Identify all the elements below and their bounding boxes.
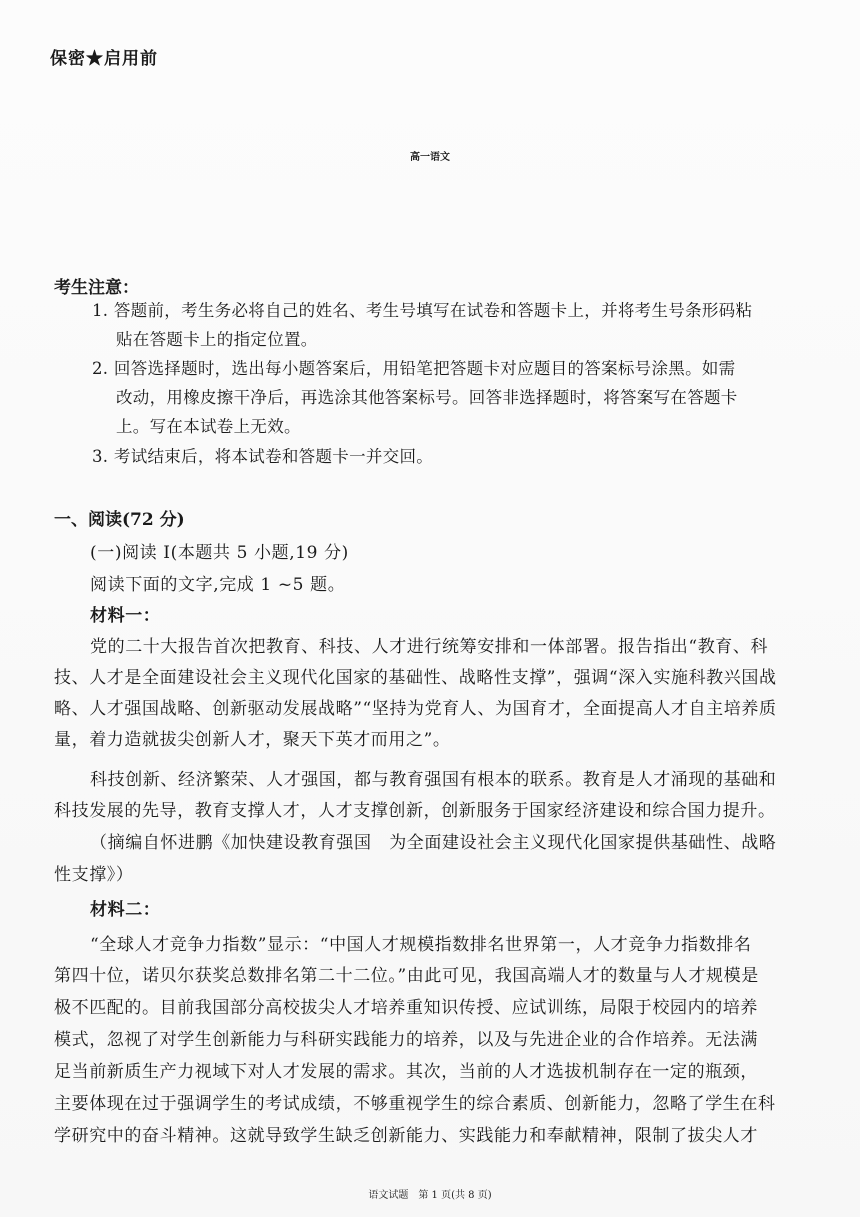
material-one-line: 技、人才是全面建设社会主义现代化国家的基础性、战略性支撑”，强调“深入实施科教兴国战	[54, 668, 777, 688]
notice-line-4: 改动，用橡皮擦干净后，再选涂其他答案标号。回答非选择题时，将答案写在答题卡	[116, 388, 738, 407]
page-title: 高一语文	[410, 152, 450, 163]
material-one-label: 材料一：	[90, 606, 161, 626]
material-two-line: 主要体现在过于强调学生的考试成绩，不够重视学生的综合素质、创新能力，忽略了学生在科	[54, 1094, 776, 1114]
notice-line-6: 3. 考试结束后，将本试卷和答题卡一并交回。	[92, 447, 434, 466]
material-one-line: 党的二十大报告首次把教育、科技、人才进行统筹安排和一体部署。报告指出“教育、科	[90, 637, 769, 657]
material-two-line: “全球人才竞争力指数”显示：“中国人才规模指数排名世界第一，人才竞争力指数排名	[90, 935, 752, 955]
material-one-line: 科技创新、经济繁荣、人才强国，都与教育强国有根本的联系。教育是人才涌现的基础和	[90, 770, 777, 790]
material-two-line: 模式，忽视了对学生创新能力与科研实践能力的培养，以及与先进企业的合作培养。无法满	[54, 1030, 758, 1050]
material-two-line: 第四十位，诺贝尔获奖总数排名第二十二位。”由此可见，我国高端人才的数量与人才规模是	[54, 966, 759, 986]
instruction-text: 阅读下面的文字,完成 1 ~5 题。	[90, 575, 346, 595]
notice-line-3: 2. 回答选择题时，选出每小题答案后，用铅笔把答题卡对应题目的答案标号涂黑。如需	[92, 359, 736, 378]
material-one-source-cont: 性支撑》）	[54, 865, 134, 885]
notice-heading: 考生注意：	[54, 278, 139, 298]
subsection-heading: (一)阅读 I(本题共 5 小题,19 分)	[90, 543, 349, 563]
material-two-line: 学研究中的奋斗精神。这就导致学生缺乏创新能力、实践能力和奉献精神，限制了拔尖人才	[54, 1126, 758, 1146]
notice-line-5: 上。写在本试卷上无效。	[116, 417, 301, 436]
material-two-label: 材料二：	[90, 900, 161, 920]
notice-line-2: 贴在答题卡上的指定位置。	[116, 330, 318, 349]
confidential-label: 保密★启用前	[50, 49, 158, 69]
section-heading: 一、阅读(72 分)	[54, 510, 185, 530]
material-two-line: 极不匹配的。目前我国部分高校拔尖人才培养重知识传授、应试训练，局限于校园内的培养	[54, 998, 758, 1018]
page-footer: 语文试题 第 1 页(共 8 页)	[368, 1190, 492, 1201]
material-one-line: 量，着力造就拔尖创新人才，聚天下英才而用之”。	[54, 730, 451, 750]
material-one-line: 略、人才强国战略、创新驱动发展战略”“坚持为党育人、为国育才，全面提高人才自主培养质	[54, 699, 777, 719]
material-two-line: 足当前新质生产力视域下对人才发展的需求。其次，当前的人才选拔机制存在一定的瓶颈，	[54, 1062, 758, 1082]
material-one-line: 科技发展的先导，教育支撑人才，人才支撑创新，创新服务于国家经济建设和综合国力提升。	[54, 801, 776, 821]
material-one-source: （摘编自怀进鹏《加快建设教育强国 为全面建设社会主义现代化国家提供基础性、战略	[90, 833, 777, 853]
notice-line-1: 1. 答题前，考生务必将自己的姓名、考生号填写在试卷和答题卡上，并将考生号条形码粘	[92, 301, 753, 320]
